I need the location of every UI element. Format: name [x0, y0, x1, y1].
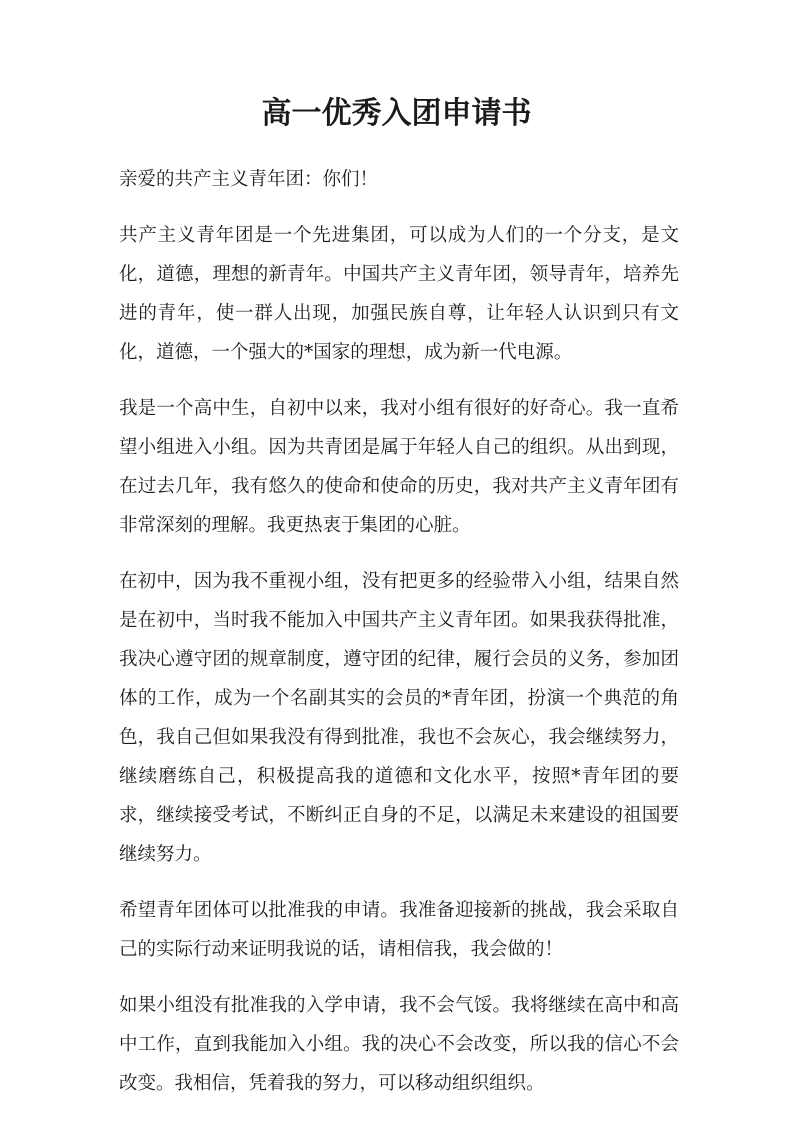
greeting-line: 亲爱的共产主义青年团：你们！ [119, 169, 379, 190]
document-title: 高一优秀入团申请书 [261, 96, 532, 131]
document-body [119, 160, 679, 1120]
paragraph-1: 共产主义青年团是一个先进集团，可以成为人们的一个分支，是文化，道德，理想的新青年。中国共产主义青年团，领导青年，培养先进的青年，使一群人出现，加强民族自尊，让年轻人认识到只有文化，道德，一个强大的*国家的理想，成为新一代电源。 [119, 225, 679, 363]
paragraph-2: 我是一个高中生，自初中以来，我对小组有很好的好奇心。我一直希望小组进入小组。因为共青团是属于年轻人自己的组织。从出到现，在过去几年，我有悠久的使命和使命的历史，我对共产主义青年团有非常深刻的理解。我更热衷于集团的心脏。 [119, 398, 679, 536]
paragraph-4: 希望青年团体可以批准我的申请。我准备迎接新的挑战，我会采取自己的实际行动来证明我说的话，请相信我，我会做的！ [119, 900, 679, 960]
paragraph-5: 如果小组没有批准我的入学申请，我不会气馁。我将继续在高中和高中工作，直到我能加入小组。我的决心不会改变，所以我的信心不会改变。我相信，凭着我的努力，可以移动组织组织。 [119, 995, 679, 1094]
paragraph-3: 在初中，因为我不重视小组，没有把更多的经验带入小组，结果自然是在初中，当时我不能加入中国共产主义青年团。如果我获得批准，我决心遵守团的规章制度，遵守团的纪律，履行会员的义务，参加团体的工作，成为一个名副其实的会员的*青年团，扮演一个典范的角色，我自己但如果我没有得到批准，我也不会灰心，我会继续努力，继续磨练自己，积极提高我的道德和文化水平，按照*青年团的要求，继续接受考试，不断纠正自身的不足，以满足未来建设的祖国要继续努力。 [119, 571, 679, 865]
